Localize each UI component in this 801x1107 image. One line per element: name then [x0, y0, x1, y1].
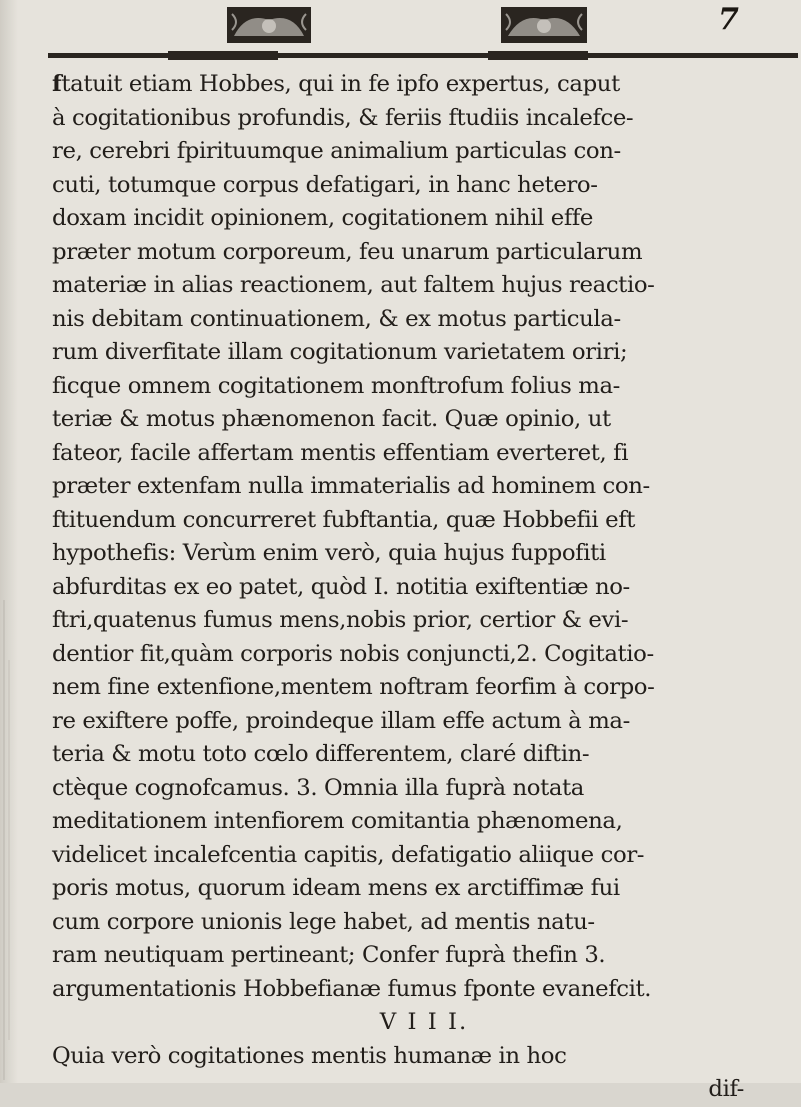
text-line: hypothefis: Verùm enim verò, quia hujus fuppofiti	[52, 540, 606, 566]
text-line: ftatuit etiam Hobbes, qui in fe ipfo expertus, caput	[52, 71, 620, 97]
text-line: rum diverfitate illam cogitationum varietatem oriri;	[52, 339, 628, 365]
text-line: re exiftere poffe, proindeque illam effe actum à ma-	[52, 707, 630, 734]
page-header	[0, 0, 801, 68]
text-line: materiæ in alias reactionem, aut faltem hujus reactio-	[52, 272, 655, 298]
text-line: nis debitam continuationem, & ex motus particula-	[52, 305, 621, 332]
headpiece-ornament-right	[500, 6, 588, 44]
page-number: 7	[718, 2, 739, 37]
text-line: ftituendum concurreret fubftantia, quæ Hobbefii eft	[52, 506, 636, 533]
text-line: meditationem intenfiorem comitantia phænomena,	[52, 808, 623, 834]
text-line: abfurditas ex eo patet, quòd I. notitia exiftentiæ no-	[52, 573, 630, 600]
text-line: re, cerebri fpirituumque animalium particulas con-	[52, 138, 621, 164]
text-line: teriæ & motus phænomenon facit. Quæ opinio, ut	[52, 406, 611, 432]
text-line: ftri,quatenus fumus mens,nobis prior, certior & evi-	[52, 607, 629, 633]
text-line: videlicet incalefcentia capitis, defatigatio aliique cor-	[52, 841, 645, 868]
text-line: cum corpore unionis lege habet, ad mentis natu-	[52, 908, 595, 935]
margin-marks	[0, 600, 22, 1080]
body-text	[52, 68, 796, 1107]
text-line: ficque omnem cogitationem monftrofum folius ma-	[52, 372, 620, 399]
text-line: Quia verò cogitationes mentis humanæ in hoc	[52, 1042, 567, 1069]
text-line: dentior fit,quàm corporis nobis conjuncti,2. Cogitatio-	[52, 640, 654, 667]
text-line: argumentationis Hobbefianæ fumus fponte evanefcit.	[52, 975, 652, 1002]
text-line: ctèque cognofcamus. 3. Omnia illa fuprà notata	[52, 774, 584, 801]
text-line: doxam incidit opinionem, cogitationem nihil effe	[52, 205, 594, 231]
section-numeral: V I I I.	[379, 1009, 469, 1035]
text-line: ram neutiquam pertineant; Confer fuprà thefin 3.	[52, 942, 606, 968]
catchword: dif-	[708, 1076, 744, 1102]
text-line: præter extenfam nulla immaterialis ad hominem con-	[52, 473, 650, 499]
text-line: fateor, facile affertam mentis effentiam everteret, fi	[52, 439, 629, 466]
header-rule	[48, 50, 798, 62]
text-line: præter motum corporeum, feu unarum particularum	[52, 238, 643, 265]
headpiece-ornament-left	[226, 6, 312, 44]
text-line: cuti, totumque corpus defatigari, in hanc hetero-	[52, 171, 598, 198]
text-line: teria & motu toto cœlo differentem, claré diftin-	[52, 741, 590, 767]
text-line: nem fine extenfione,mentem noftram feorfim à corpo-	[52, 674, 655, 700]
text-line: poris motus, quorum ideam mens ex arctiffimæ fui	[52, 875, 620, 901]
text-line: à cogitationibus profundis, & feriis ftudiis incalefce-	[52, 104, 634, 131]
